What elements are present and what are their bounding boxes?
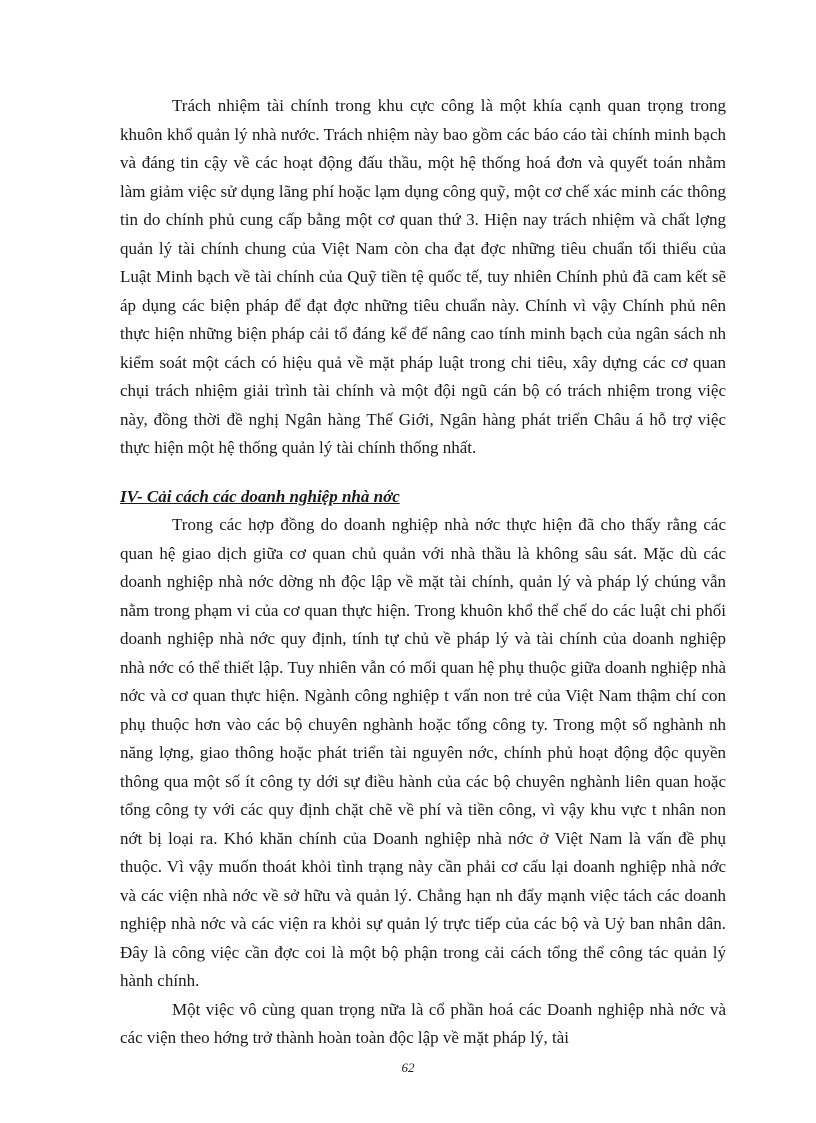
paragraph-equitization: Một việc vô cùng quan trọng nữa là cổ phần hoá các Doanh nghiệp nhà nớc và các viện theo hớng trở thành hoàn toàn độc lập về mặt pháp lý, tài xyxy=(120,999,726,1047)
paragraph-soe-contracts: Trong các hợp đồng do doanh nghiệp nhà nớc thực hiện đã cho thấy rằng các quan hệ giao dịch giữa cơ quan chủ quản với nhà thầu là không sâu sát. Mặc dù các doanh nghiệp nhà nớc dờng nh độc lập về mặt tài chính, quản lý và pháp lý chúng vẫn nằm trong phạm vi của cơ quan thực hiện. Trong khuôn khổ thể chế do các luật chi phối doanh nghiệp nhà nớc quy định, tính tự chủ về pháp lý và tài chính của doanh nghiệp nhà nớc có thể thiết lập. Tuy nhiên vẫn có mối quan hệ phụ thuộc giữa doanh nghiệp nhà nớc và cơ quan thực hiện. Ngành công nghiệp t vấn non trẻ của Việt Nam thậm chí con phụ thuộc hơn vào các bộ chuyên nghành hoặc tổng công ty. Trong một số nghành nh năng lợng, giao thông hoặc phát triển tài nguyên nớc, chính phủ hoạt động độc quyền thông qua một số ít công ty dới sự điều hành của các bộ chuyên nghành liên quan hoặc tổng công ty với các quy định chặt chẽ về phí và tiền công, vì vậy khu vực t nhân non nớt bị loại ra. Khó khăn chính của Doanh nghiệp nhà nớc ở Việt Nam là vấn đề phụ thuộc. Vì vậy muốn thoát khỏi tình trạng này cần phải cơ cấu lại doanh nghiệp nhà nớc và các viện nhà nớc về sở hữu và quản lý. Chẳng hạn nh đẩy mạnh việc tách các doanh nghiệp nhà nớc và các viện ra khỏi sự quản lý trực tiếp của các bộ và Uỷ ban nhân dân. Đây là công việc cần đợc coi là một bộ phận trong cải cách tổng thể công tác quản lý hành chính. xyxy=(120,515,726,990)
document-page xyxy=(120,92,726,1053)
section-heading: IV- Cải cách các doanh nghiệp nhà nớc xyxy=(120,486,400,506)
paragraph-financial-responsibility: Trách nhiệm tài chính trong khu cực công là một khía cạnh quan trọng trong khuôn khổ quản lý nhà nước. Trách nhiệm này bao gồm các báo cáo tài chính minh bạch và đáng tin cậy về các hoạt động đấu thầu, một hệ thống hoá đơn và quyết toán nhằm làm giảm việc sử dụng lãng phí hoặc lạm dụng công quỹ, một cơ chế xác minh các thông tin do chính phủ cung cấp bằng một cơ quan thứ 3. Hiện nay trách nhiệm và chất lợng quản lý tài chính chung của Việt Nam còn cha đạt đợc những tiêu chuẩn tối thiểu của Luật Minh bạch về tài chính của Quỹ tiền tệ quốc tế, tuy nhiên Chính phủ đã cam kết sẽ áp dụng các biện pháp để đạt đợc những tiêu chuẩn này. Chính vì vậy Chính phủ nên thực hiện những biện pháp cải tổ đáng kể để nâng cao tính minh bạch của ngân sách nh kiểm soát một cách có hiệu quả về mặt pháp luật trong chi tiêu, xây dựng các cơ quan chụi trách nhiệm giải trình tài chính và một đội ngũ cán bộ có trách nhiệm trong việc này, đồng thời đề nghị Ngân hàng Thế Giới, Ngân hàng phát triển Châu á hỗ trợ việc thực hiện một hệ thống quản lý tài chính thống nhất. xyxy=(120,96,726,457)
page-number: 62 xyxy=(401,1060,415,1075)
